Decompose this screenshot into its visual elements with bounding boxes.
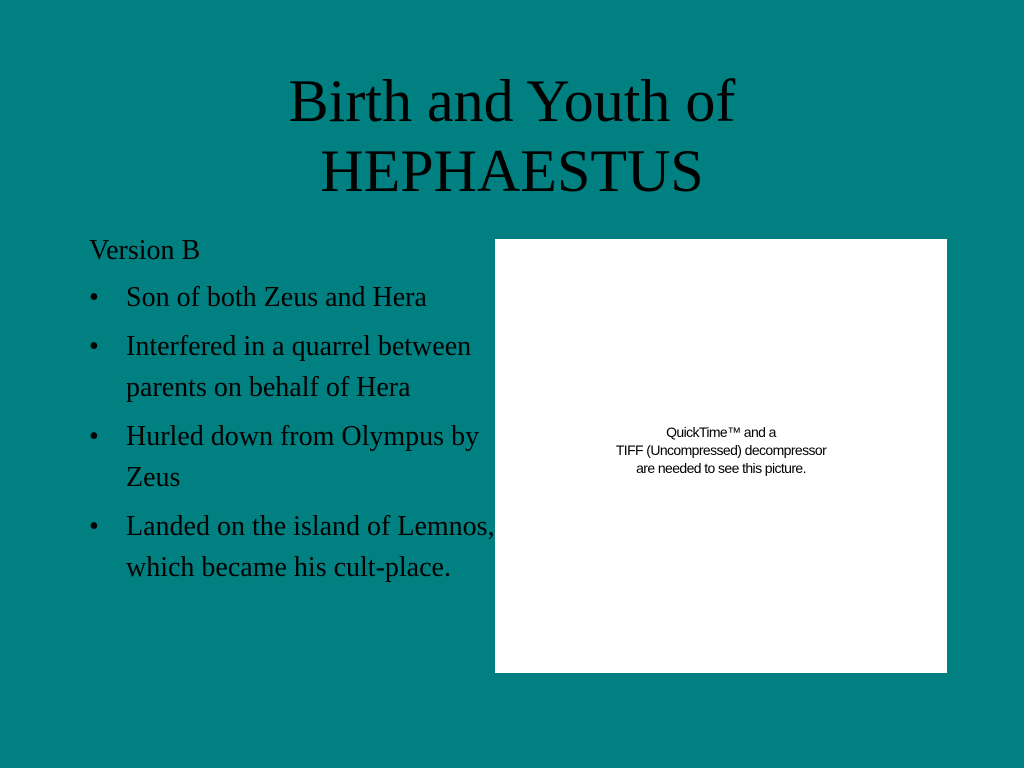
bullet-item — [89, 277, 499, 318]
bullet-text: Landed on the island of Lemnos, which became his cult-place. — [126, 511, 495, 583]
picture-message-line-1: QuickTime™ and a — [666, 424, 776, 440]
bullet-text: Hurled down from Olympus by Zeus — [126, 421, 480, 493]
picture-message-line-3: are needed to see this picture. — [636, 460, 806, 476]
bullet-icon: • — [89, 331, 99, 362]
picture-message-line-2: TIFF (Uncompressed) decompressor — [615, 442, 827, 458]
slide-body — [89, 230, 499, 596]
bullet-icon: • — [89, 421, 99, 452]
slide-title-line-1: Birth and Youth of — [288, 68, 736, 134]
picture-placeholder — [495, 239, 947, 673]
bullet-item — [89, 506, 499, 588]
bullet-list — [89, 277, 499, 588]
quicktime-missing-message — [495, 423, 947, 477]
slide-title — [0, 66, 1024, 206]
bullet-text: Son of both Zeus and Hera — [126, 282, 427, 313]
bullet-icon: • — [89, 282, 99, 313]
slide-title-line-2: HEPHAESTUS — [320, 138, 704, 204]
bullet-item — [89, 326, 499, 408]
bullet-text: Interfered in a quarrel between parents on behalf of Hera — [126, 331, 472, 403]
subheading: Version B — [89, 235, 201, 266]
bullet-item — [89, 416, 499, 498]
bullet-icon: • — [89, 511, 99, 542]
